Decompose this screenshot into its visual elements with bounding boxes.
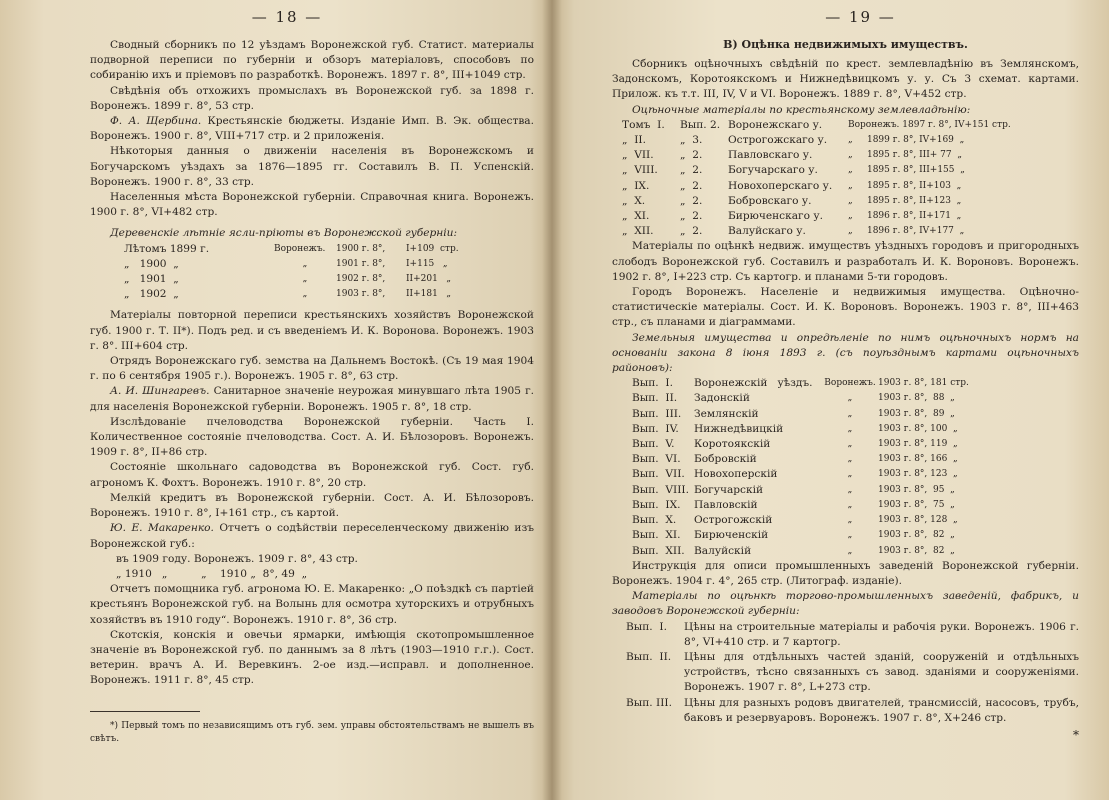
pages-cell: II+201 „	[406, 274, 452, 285]
imprint-cell: „ 1896 г. 8°, II+171 „	[848, 211, 962, 222]
district-cell: Задонскій	[694, 392, 750, 405]
table-row	[632, 452, 969, 467]
issue-cell: Вып. 2.	[680, 118, 721, 131]
imprint-cell: Воронежъ. 1897 г. 8°, IV+151 стр.	[848, 119, 1011, 130]
pages-cell: I+115 „	[406, 258, 448, 269]
district-cell: Бирюченскій	[694, 529, 769, 542]
page-gutter-shadow	[552, 0, 562, 800]
table-row	[102, 257, 459, 272]
issue-cell: Вып. VI.	[632, 453, 681, 466]
table-row	[622, 118, 1011, 133]
district-cell: Нижнедѣвицкій	[694, 422, 784, 435]
issue-cell: „ 2.	[680, 225, 703, 238]
issue-cell: Вып. XI.	[632, 529, 681, 542]
table-row	[632, 483, 969, 498]
bib-entry: Матеріалы повторной переписи крестьянскихъ хозяйствъ Воронежской губ. 1900 г. Т. II*). Подъ ред. и съ введеніемъ И. К. Воронова. Воронежъ. 1903 г. 8°. III+604 стр.	[90, 309, 534, 352]
issue-cell: „ 2.	[680, 179, 703, 192]
issue-cell: Вып. IX.	[632, 498, 681, 511]
issue-label: Вып. I.	[626, 620, 667, 633]
place-cell: „	[847, 408, 853, 419]
date-cell: 1903 г. 8°,	[336, 289, 386, 300]
issue-cell: „ 2.	[680, 210, 703, 223]
subsection-title: Матеріалы по оцѣнкѣ торгово-промышленныхъ заведеній, фабрикъ, и заводовъ Воронежской губерніи:	[612, 590, 1079, 618]
district-cell: Валуйскаго у.	[728, 225, 806, 238]
place-cell: „	[847, 484, 853, 495]
left-page	[0, 0, 552, 800]
table-row	[622, 133, 1011, 148]
imprint-cell: 1903 г. 8°, 89 „	[878, 408, 955, 419]
imprint-cell: „ 1899 г. 8°, IV+169 „	[848, 135, 965, 146]
table-row	[632, 467, 969, 482]
bib-entry: Отчетъ помощника губ. агронома Ю. Е. Макаренко: „О поѣздкѣ съ партіей крестьянъ Воронежской губ. на Волынь для осмотра хуторскихъ и отрубныхъ хозяйствъ въ 1910 году“. Воронежъ. 1910 г. 8°, 36 стр.	[90, 583, 534, 626]
bib-entry: Нѣкоторыя данныя о движеніи населенія въ Воронежскомъ и Богучарскомъ уѣздахъ за 1876—1895 гг. Составилъ В. П. Успенскій. Воронежъ. 1900 г. 8°, 33 стр.	[90, 145, 534, 188]
year-cell: „ 1900 „	[124, 257, 179, 270]
table-row	[622, 194, 1011, 209]
district-cell: Острогожскаго у.	[728, 134, 828, 147]
footnote	[90, 720, 534, 746]
issue-cell: Вып. II.	[632, 392, 678, 405]
place-cell: „	[847, 439, 853, 450]
section-title: В) Оцѣнка недвижимыхъ имуществъ.	[723, 38, 968, 51]
issue-cell: Вып. VII.	[632, 468, 685, 481]
district-cell: Павловскій	[694, 498, 758, 511]
issues-table	[632, 376, 969, 558]
table-row	[622, 148, 1011, 163]
bib-entry: Скотскія, конскія и овечьи ярмарки, имѣющія скотопромышленное значеніе въ Воронежской губ. по даннымъ за 8 лѣтъ (1903—1910 г.г.). Сост. ветерин. врачъ А. И. Веревкинъ. 2-ое изд.—исправл. и дополненное. Воронежъ. 1911 г. 8°, 45 стр.	[90, 628, 534, 687]
table-row	[622, 163, 1011, 178]
issue-list	[612, 620, 1079, 726]
district-cell: Валуйскій	[694, 544, 752, 557]
imprint-cell: 1903 г. 8°, 119 „	[878, 439, 958, 450]
date-cell: 1902 г. 8°,	[336, 274, 386, 285]
district-cell: Павловскаго у.	[728, 149, 813, 162]
issue-cell: Вып. III.	[632, 407, 682, 420]
district-cell: Новохоперскаго у.	[728, 179, 833, 192]
place-cell: „	[847, 515, 853, 526]
list-item	[612, 650, 1079, 696]
bib-entry: Свѣдѣнія объ отхожихъ промыслахъ въ Воронежской губ. за 1898 г. Воронежъ. 1899 г. 8°, 53 стр.	[90, 84, 534, 112]
district-cell: Бирюченскаго у.	[728, 210, 823, 223]
bib-entry: Отрядъ Воронежскаго губ. земства на Дальнемъ Востокѣ. (Съ 19 мая 1904 г. по 6 сентября 1905 г.). Воронежъ. 1905 г. 8°, 63 стр.	[90, 355, 534, 383]
table-row	[102, 287, 459, 302]
place-cell: „	[847, 545, 853, 556]
imprint-cell: 1903 г. 8°, 181 стр.	[878, 378, 969, 389]
table-row	[622, 179, 1011, 194]
author-name: А. И. Шингаревъ.	[110, 385, 210, 398]
table-row	[632, 376, 969, 391]
district-cell: Воронежскій уѣздъ.	[694, 377, 813, 390]
bib-entry: Матеріалы по оцѣнкѣ недвиж. имуществъ уѣздныхъ городовъ и пригородныхъ слободъ Воронежской губ. Составилъ и разработалъ И. К. Вороновъ. Воронежъ. 1902 г. 8°, I+223 стр. Съ картогр. и планами 5-ти городовъ.	[612, 240, 1079, 283]
place-cell: „	[847, 393, 853, 404]
issue-cell: Вып. VIII.	[632, 483, 689, 496]
entry-text: Санитарное значеніе неурожая минувшаго лѣта 1905 г. для населенія Воронежской губерніи. Воронежъ. 1905 г. 8°, 18 стр.	[90, 385, 534, 413]
author-name: Ф. А. Щербина.	[110, 115, 202, 128]
place-cell: „	[302, 258, 308, 269]
creche-table	[102, 242, 459, 303]
subsection-title: Деревенскіе лѣтніе ясли-пріюты въ Воронежской губерніи:	[110, 227, 458, 240]
issue-cell: Вып. X.	[632, 514, 677, 527]
table-row	[632, 422, 969, 437]
bib-entry: Сборникъ оцѣночныхъ свѣдѣній по крест. землевладѣнію въ Землянскомъ, Задонскомъ, Коротоякскомъ и Нижнедѣвицкомъ у. у. Съ 3 схемат. картами. Прилож. къ т.т. III, IV, V и VI. Воронежъ. 1889 г. 8°, V+452 стр.	[612, 58, 1079, 101]
table-row	[102, 272, 459, 287]
volume-cell: „ IX.	[622, 179, 650, 192]
district-cell: Коротоякскій	[694, 438, 771, 451]
imprint-cell: 1903 г. 8°, 82 „	[878, 530, 955, 541]
volume-cell: „ XI.	[622, 210, 650, 223]
end-mark: *	[1073, 727, 1079, 742]
bib-entry: Инструкція для описи промышленныхъ заведеній Воронежской губерніи. Воронежъ. 1904 г. 4°, 265 стр. (Литограф. изданіе).	[612, 559, 1079, 587]
year-cell: „ 1901 „	[124, 273, 179, 286]
table-row	[632, 544, 969, 559]
bib-entry	[90, 521, 534, 551]
place-cell: Воронежъ.	[274, 243, 326, 254]
bib-entry	[90, 384, 534, 414]
district-cell: Бобровскій	[694, 453, 757, 466]
imprint-cell: „ 1895 г. 8°, II+103 „	[848, 180, 962, 191]
table-row	[632, 498, 969, 513]
page-gutter-shadow	[542, 0, 552, 800]
imprint-cell: „ 1896 г. 8°, IV+177 „	[848, 226, 965, 237]
volume-cell: „ II.	[622, 134, 646, 147]
place-cell: „	[302, 289, 308, 300]
district-cell: Воронежскаго у.	[728, 118, 823, 131]
issue-cell: Вып. IV.	[632, 422, 679, 435]
issue-label: Вып. II.	[626, 650, 672, 663]
volumes-table	[622, 118, 1011, 240]
bib-entry: Изслѣдованіе пчеловодства Воронежской губерніи. Часть I. Количественное состояніе пчеловодства. Сост. А. И. Бѣлозоровъ. Воронежъ. 1909 г. 8°, II+86 стр.	[90, 415, 534, 459]
table-row	[102, 242, 459, 257]
issue-cell: Вып. I.	[632, 377, 673, 390]
issue-text: Цѣны для отдѣльныхъ частей зданій, сооруженій и отдѣльныхъ устройствъ, тѣсно связанныхъ съ завод. зданіями и сооруженіями. Воронежъ. 1907 г. 8°, L+273 стр.	[684, 650, 1079, 694]
issue-cell: „ 3.	[680, 134, 703, 147]
bib-entry: Мелкій кредитъ въ Воронежской губерніи. Сост. А. И. Бѣлозоровъ. Воронежъ. 1910 г. 8°, I+161 стр., съ картой.	[90, 491, 534, 520]
district-cell: Острогожскій	[694, 514, 773, 527]
issue-text: Цѣны на строительные матеріалы и рабочія руки. Воронежъ. 1906 г. 8°, VI+410 стр. и 7 картогр.	[684, 620, 1079, 648]
entry-text: (съ поуѣзднымъ картами оцѣночныхъ районовъ):	[612, 346, 1079, 375]
page-number: — 18 —	[251, 8, 323, 26]
table-row	[632, 407, 969, 422]
place-cell: „	[847, 530, 853, 541]
entry-text: Крестьянскіе бюджеты. Изданіе Имп. В. Эк. общества. Воронежъ. 1900 г. 8°, VIII+717 стр. и 2 приложенія.	[90, 115, 534, 143]
volume-cell: „ VIII.	[622, 164, 658, 177]
list-item	[612, 696, 1079, 726]
issue-cell: „ 2.	[680, 194, 703, 207]
issue-cell: „ 2.	[680, 149, 703, 162]
issue-text: Цѣны для разныхъ родовъ двигателей, трансмиссій, насосовъ, трубъ, баковъ и резервуаровъ. Воронежъ. 1907 г. 8°, X+246 стр.	[684, 696, 1079, 724]
bib-entry: Состояніе школьнаго садоводства въ Воронежской губ. Сост. губ. агрономъ К. Фохтъ. Воронежъ. 1910 г. 8°, 20 стр.	[90, 461, 534, 489]
imprint-cell: 1903 г. 8°, 95 „	[878, 484, 955, 495]
volume-cell: „ XII.	[622, 225, 654, 238]
district-cell: Бобровскаго у.	[728, 194, 812, 207]
entry-title: Земельныя имущества и опредѣленіе по нимъ оцѣночныхъ нормъ на основаніи закона 8 іюня 1893 г.	[612, 331, 1079, 359]
pages-cell: I+109 стр.	[406, 243, 459, 254]
year-cell: Лѣтомъ 1899 г.	[124, 242, 210, 255]
author-name: Ю. Е. Макаренко.	[110, 522, 214, 535]
year-cell: „ 1902 „	[124, 288, 179, 301]
imprint-cell: „ 1895 г. 8°, III+ 77 „	[848, 150, 963, 161]
place-cell: „	[847, 499, 853, 510]
table-row	[632, 391, 969, 406]
imprint-cell: 1903 г. 8°, 82 „	[878, 545, 955, 556]
imprint-cell: 1903 г. 8°, 100 „	[878, 423, 958, 434]
date-cell: 1900 г. 8°,	[336, 243, 386, 254]
table-row	[622, 209, 1011, 224]
place-cell: „	[847, 469, 853, 480]
imprint-cell: „ 1895 г. 8°, II+123 „	[848, 195, 962, 206]
table-row	[632, 513, 969, 528]
volume-cell: „ VII.	[622, 149, 654, 162]
footnote-text: *) Первый томъ по независящимъ отъ губ. зем. управы обстоятельствамъ не вышелъ въ свѣтъ.	[90, 720, 534, 744]
volume-cell: Томъ I.	[622, 118, 665, 131]
date-cell: 1901 г. 8°,	[336, 258, 386, 269]
bib-entry	[612, 331, 1079, 377]
bib-entry: Сводный сборникъ по 12 уѣздамъ Воронежской губ. Статист. материалы подворной переписи по губерніи и обзоръ матеріаловъ, способовъ по собиранію ихъ и пріемовъ по разработкѣ. Воронежъ. 1897 г. 8°, III+1049 стр.	[90, 39, 534, 82]
imprint-cell: 1903 г. 8°, 88 „	[878, 393, 955, 404]
issue-cell: Вып. XII.	[632, 544, 685, 557]
issue-cell: Вып. V.	[632, 438, 675, 451]
table-row	[632, 437, 969, 452]
list-item	[612, 620, 1079, 650]
table-row	[632, 528, 969, 543]
bib-entry: Городъ Воронежъ. Населеніе и недвижимыя имущества. Оцѣночно-статистическіе матеріалы. Сост. И. К. Вороновъ. Воронежъ. 1903 г. 8°, III+463 стр., съ планами и діаграммами.	[612, 286, 1079, 329]
bib-entry: Населенныя мѣста Воронежской губерніи. Справочная книга. Воронежъ. 1900 г. 8°, VI+482 стр.	[90, 191, 534, 219]
footnote-rule	[90, 711, 200, 712]
imprint-cell: „ 1895 г. 8°, III+155 „	[848, 165, 965, 176]
imprint-cell: 1903 г. 8°, 128 „	[878, 515, 958, 526]
page-number: — 19 —	[825, 8, 896, 26]
entry-subline: „ 1910 „ „ 1910 „ 8°, 49 „	[116, 567, 308, 580]
entry-subline: въ 1909 году. Воронежъ. 1909 г. 8°, 43 стр.	[116, 552, 358, 565]
place-cell: „	[847, 423, 853, 434]
place-cell: Воронежъ.	[824, 378, 876, 389]
bib-entry	[90, 114, 534, 144]
imprint-cell: 1903 г. 8°, 75 „	[878, 499, 955, 510]
district-cell: Новохоперскій	[694, 468, 778, 481]
issue-cell: „ 2.	[680, 164, 703, 177]
district-cell: Богучарскій	[694, 483, 764, 496]
issue-label: Вып. III.	[626, 696, 672, 709]
imprint-cell: 1903 г. 8°, 166 „	[878, 454, 958, 465]
subsection-title: Оцѣночные матеріалы по крестьянскому землевладѣнію:	[632, 103, 971, 116]
volume-cell: „ X.	[622, 194, 646, 207]
district-cell: Богучарскаго у.	[728, 164, 818, 177]
entry-text: Отчетъ о содѣйствіи переселенческому движенію изъ Воронежской губ.:	[90, 522, 534, 550]
pages-cell: II+181 „	[406, 289, 452, 300]
district-cell: Землянскій	[694, 407, 759, 420]
place-cell: „	[847, 454, 853, 465]
right-page	[552, 0, 1109, 800]
place-cell: „	[302, 274, 308, 285]
table-row	[622, 224, 1011, 239]
imprint-cell: 1903 г. 8°, 123 „	[878, 469, 958, 480]
